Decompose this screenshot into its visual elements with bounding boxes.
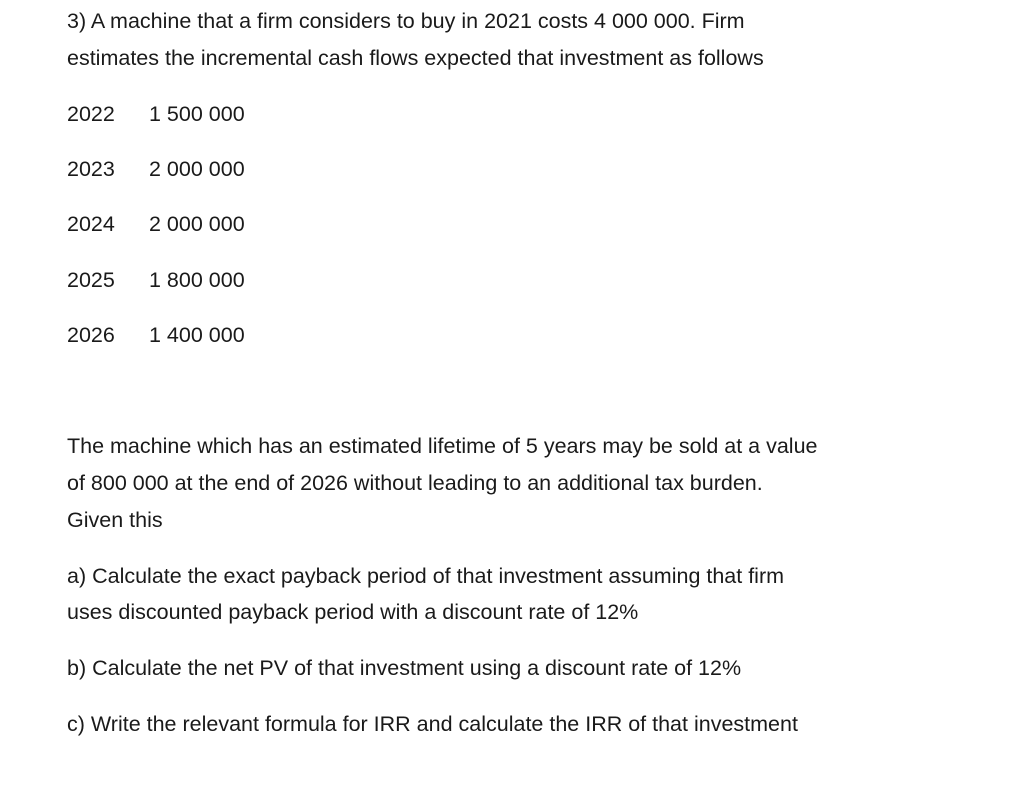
part-c: c) Write the relevant formula for IRR and calculate the IRR of that investment <box>67 712 798 736</box>
question-intro-line-1: 3) A machine that a firm considers to buy in 2021 costs 4 000 000. Firm <box>67 9 745 33</box>
question-intro-line-2: estimates the incremental cash flows expected that investment as follows <box>67 46 764 70</box>
cash-flow-amount: 2 000 000 <box>149 212 245 236</box>
cash-flow-amount: 1 400 000 <box>149 323 245 347</box>
cash-flow-amount: 1 500 000 <box>149 102 245 126</box>
cash-flow-row <box>67 210 245 238</box>
cash-flow-amount: 1 800 000 <box>149 268 245 292</box>
cash-flow-year: 2026 <box>67 323 115 347</box>
cash-flow-row <box>67 321 245 349</box>
salvage-line-3: Given this <box>67 508 163 532</box>
cash-flow-year: 2024 <box>67 212 115 236</box>
cash-flow-amount: 2 000 000 <box>149 157 245 181</box>
cash-flow-row <box>67 100 245 128</box>
cash-flow-year: 2023 <box>67 157 115 181</box>
salvage-line-1: The machine which has an estimated lifetime of 5 years may be sold at a value <box>67 434 818 458</box>
cash-flow-year: 2022 <box>67 102 115 126</box>
part-a-line-1: a) Calculate the exact payback period of that investment assuming that firm <box>67 564 785 588</box>
part-b: b) Calculate the net PV of that investment using a discount rate of 12% <box>67 656 742 680</box>
cash-flow-row <box>67 266 245 294</box>
cash-flow-row <box>67 155 245 183</box>
salvage-line-2: of 800 000 at the end of 2026 without leading to an additional tax burden. <box>67 471 763 495</box>
cash-flow-year: 2025 <box>67 268 115 292</box>
part-a-line-2: uses discounted payback period with a discount rate of 12% <box>67 600 639 624</box>
